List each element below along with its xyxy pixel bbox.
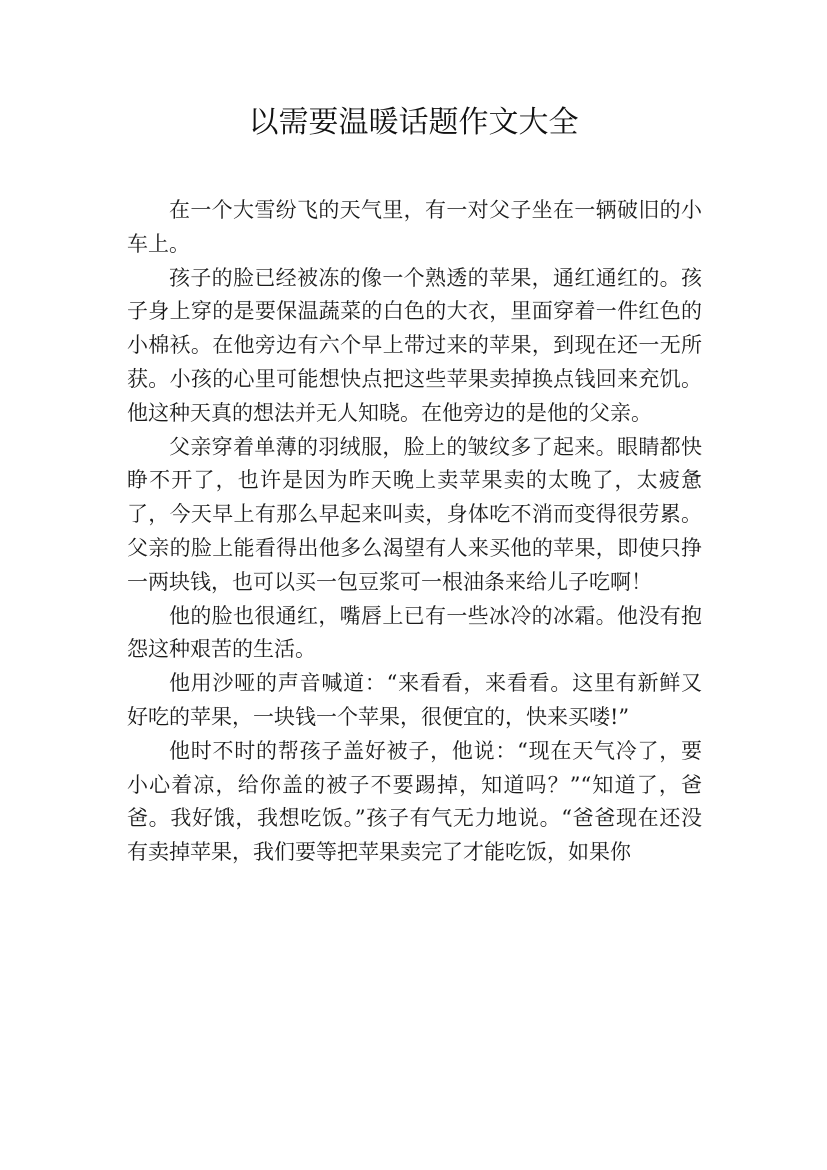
paragraph-3: 父亲穿着单薄的羽绒服，脸上的皱纹多了起来。眼睛都快睁不开了，也许是因为昨天晚上卖苹果卖的太晚了，太疲惫了，今天早上有那么早起来叫卖，身体吃不消而变得很劳累。父亲的脸上能看得出他多么渴望有人来买他的苹果，即使只挣一两块钱，也可以买一包豆浆可一根油条来给儿子吃啊！ xyxy=(127,434,702,594)
paragraph-2: 孩子的脸已经被冻的像一个熟透的苹果，通红通红的。孩子身上穿的是要保温蔬菜的白色的大衣，里面穿着一件红色的小棉袄。在他旁边有六个早上带过来的苹果，到现在还一无所获。小孩的心里可能想快点把这些苹果卖掉换点钱回来充饥。他这种天真的想法并无人知晓。在他旁边的是他的父亲。 xyxy=(127,265,702,425)
document-body xyxy=(127,194,702,870)
paragraph-5: 他用沙哑的声音喊道：“来看看，来看看。这里有新鲜又好吃的苹果，一块钱一个苹果，很便宜的，快来买喽!” xyxy=(127,671,702,729)
document-title: 以需要温暖话题作文大全 xyxy=(248,105,579,140)
paragraph-6: 他时不时的帮孩子盖好被子，他说：“现在天气冷了，要小心着凉，给你盖的被子不要踢掉，知道吗？”“知道了，爸爸。我好饿，我想吃饭。”孩子有气无力地说。“爸爸现在还没有卖掉苹果，我们要等把苹果卖完了才能吃饭，如果你 xyxy=(127,738,702,865)
paragraph-1: 在一个大雪纷飞的天气里，有一对父子坐在一辆破旧的小车上。 xyxy=(127,198,702,256)
paragraph-4: 他的脸也很通红，嘴唇上已有一些冰冷的冰霜。他没有抱怨这种艰苦的生活。 xyxy=(127,603,702,662)
